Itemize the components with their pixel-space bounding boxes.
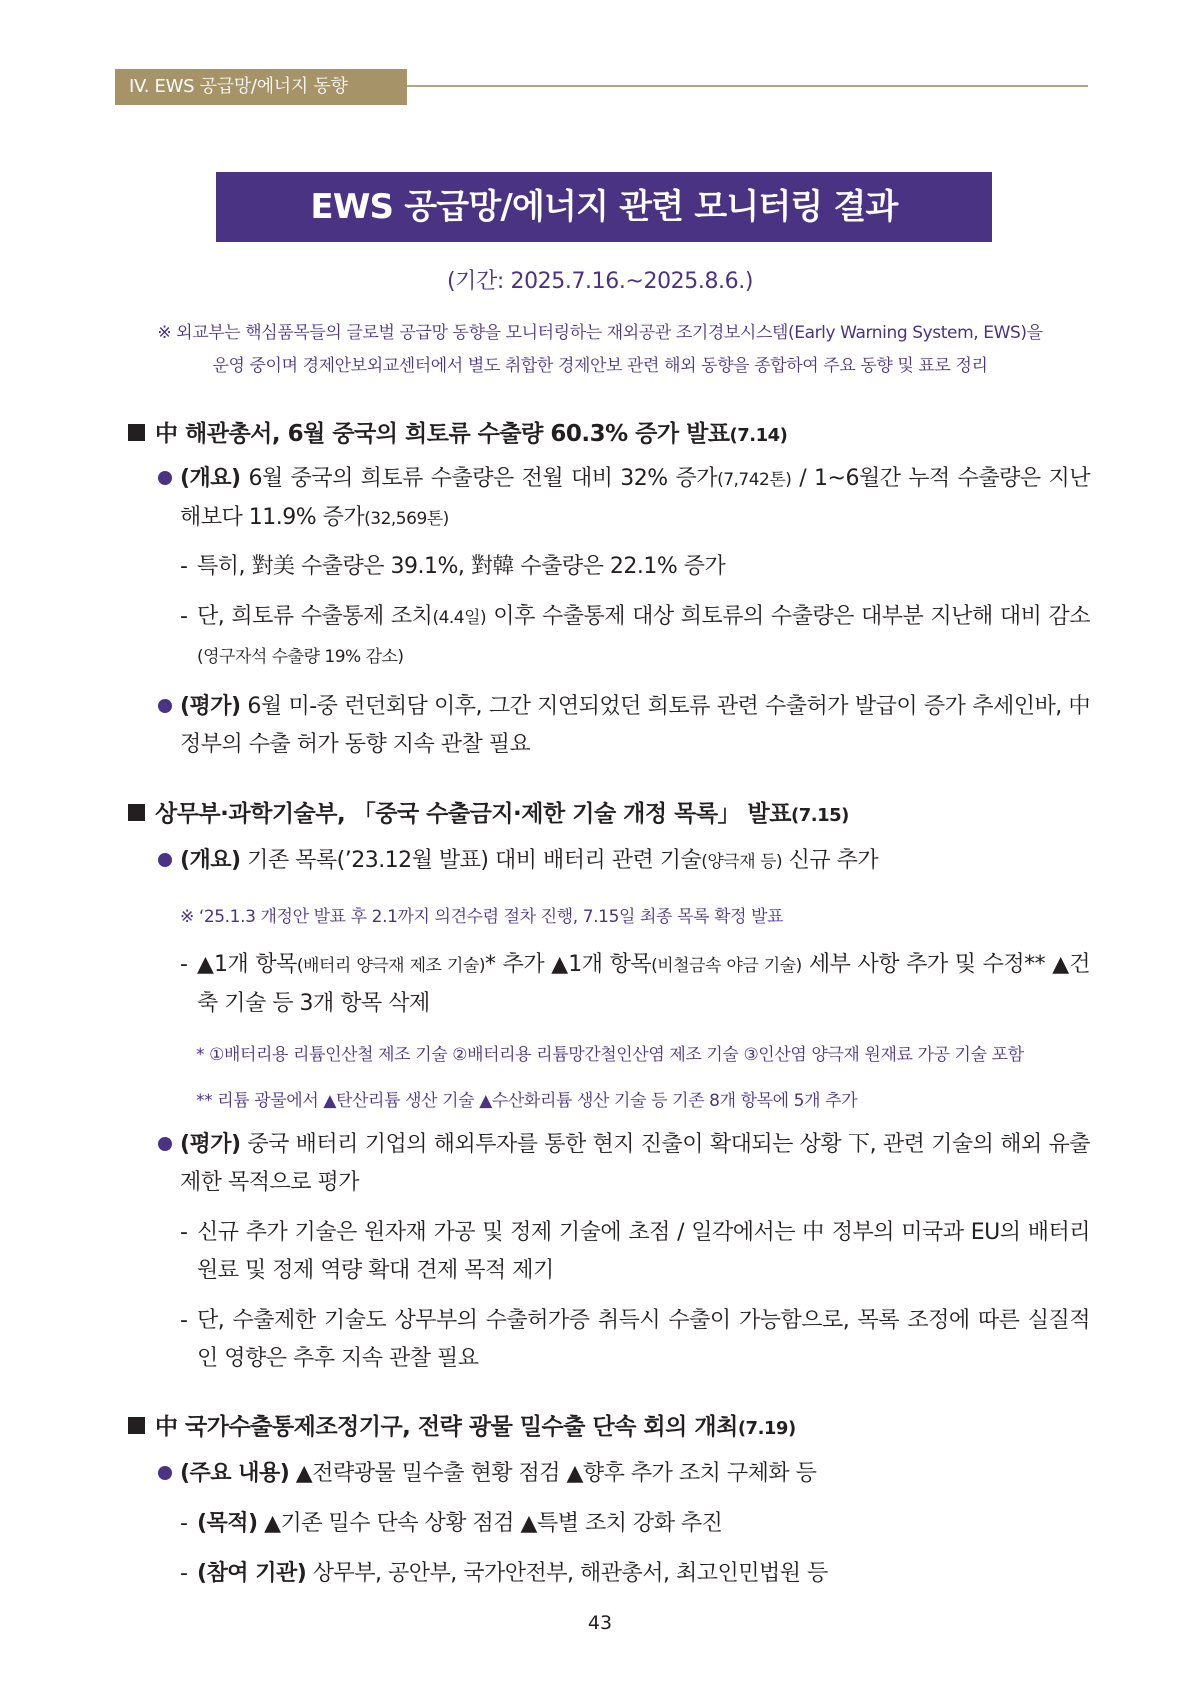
section-2-overview: (개요) 기존 목록(’23.12월 발표) 대비 배터리 관련 기술(양극재 등) 신규 추가 (158, 842, 1090, 880)
section-3-heading: 中 국가수출통제조정기구, 전략 광물 밀수출 단속 회의 개최(7.19) (128, 1408, 796, 1441)
page-number: 43 (587, 1612, 613, 1634)
section-2-heading: 상무부·과학기술부, 「중국 수출금지·제한 기술 개정 목록」 발표(7.15) (128, 795, 849, 828)
page-title: EWS 공급망/에너지 관련 모니터링 결과 (216, 172, 992, 242)
section-divider (407, 85, 1088, 87)
circle-bullet-icon (158, 699, 172, 713)
square-bullet-icon (128, 1417, 145, 1434)
circle-bullet-icon (158, 1466, 172, 1480)
section-1-overview: (개요) 6월 중국의 희토류 수출량은 전월 대비 32% 증가(7,742톤) / 1~6월간 누적 수출량은 지난해보다 11.9% 증가(32,569톤) (158, 460, 1090, 536)
section-1-assessment: (평가) 6월 미-중 런던회담 이후, 그간 지연되었던 희토류 관련 수출허가 발급이 증가 추세인바, 中 정부의 수출 허가 동향 지속 관찰 필요 (158, 688, 1090, 764)
section-3-main: (주요 내용) ▲전략광물 밀수출 현황 점검 ▲향후 추가 조치 구체화 등 (158, 1455, 1090, 1493)
section-1-dash-1: - 특히, 對美 수출량은 39.1%, 對韓 수출량은 22.1% 증가 (180, 554, 726, 579)
section-2-dash-2: - 신규 추가 기술은 원자재 가공 및 정제 기술에 초점 / 일각에서는 中 정부의 미국과 EU의 배터리 원료 및 정제 역량 확대 견제 목적 제기 (180, 1220, 1090, 1283)
section-tab: IV. EWS 공급망/에너지 동향 (115, 69, 407, 105)
section-2-dash-3: - 단, 수출제한 기술도 상무부의 수출허가증 취득시 수출이 가능함으로, 목록 조정에 따른 실질적인 영향은 추후 지속 관찰 필요 (180, 1308, 1090, 1371)
intro-note-line-1: ※ 외교부는 핵심품목들의 글로벌 공급망 동향을 모니터링하는 재외공관 조기경보시스템(Early Warning System, EWS)을 (157, 323, 1043, 343)
square-bullet-icon (128, 804, 145, 821)
section-1-dash-2: - 단, 희토류 수출통제 조치(4.4일) 이후 수출통제 대상 희토류의 수출량은 대부분 지난해 대비 감소(영구자석 수출량 19% 감소) (180, 604, 1090, 667)
section-2-footnote-2: ** 리튬 광물에서 ▲탄산리튬 생산 기술 ▲수산화리튬 생산 기술 등 기존 8개 항목에 5개 추가 (196, 1091, 858, 1111)
section-2-footnote-1: * ①배터리용 리튬인산철 제조 기술 ②배터리용 리튬망간철인산염 제조 기술 ③인산염 양극재 원재료 가공 기술 포함 (196, 1045, 1024, 1065)
circle-bullet-icon (158, 471, 172, 485)
section-3-dash-2: - (참여 기관) 상무부, 공안부, 국가안전부, 해관총서, 최고인민법원 등 (180, 1561, 828, 1586)
section-2-note: ※ ‘25.1.3 개정안 발표 후 2.1까지 의견수렴 절차 진행, 7.15일 최종 목록 확정 발표 (180, 907, 784, 927)
section-2-assessment: (평가) 중국 배터리 기업의 해외투자를 통한 현지 진출이 확대되는 상황 下, 관련 기술의 해외 유출 제한 목적으로 평가 (158, 1126, 1090, 1202)
intro-note-line-2: 운영 중이며 경제안보외교센터에서 별도 취합한 경제안보 관련 해외 동향을 종합하여 주요 동향 및 표로 정리 (212, 356, 988, 376)
section-2-dash-1: - ▲1개 항목(배터리 양극재 제조 기술)* 추가 ▲1개 항목(비철금속 야금 기술) 세부 사항 추가 및 수정** ▲건축 기술 등 3개 항목 삭제 (180, 952, 1091, 1016)
section-1-heading: 中 해관총서, 6월 중국의 희토류 수출량 60.3% 증가 발표(7.14) (128, 415, 787, 448)
circle-bullet-icon (158, 1137, 172, 1151)
square-bullet-icon (128, 424, 145, 441)
period-text: (기간: 2025.7.16.~2025.8.6.) (446, 269, 754, 294)
circle-bullet-icon (158, 853, 172, 867)
section-3-dash-1: - (목적) ▲기존 밀수 단속 상황 점검 ▲특별 조치 강화 추진 (180, 1511, 723, 1536)
